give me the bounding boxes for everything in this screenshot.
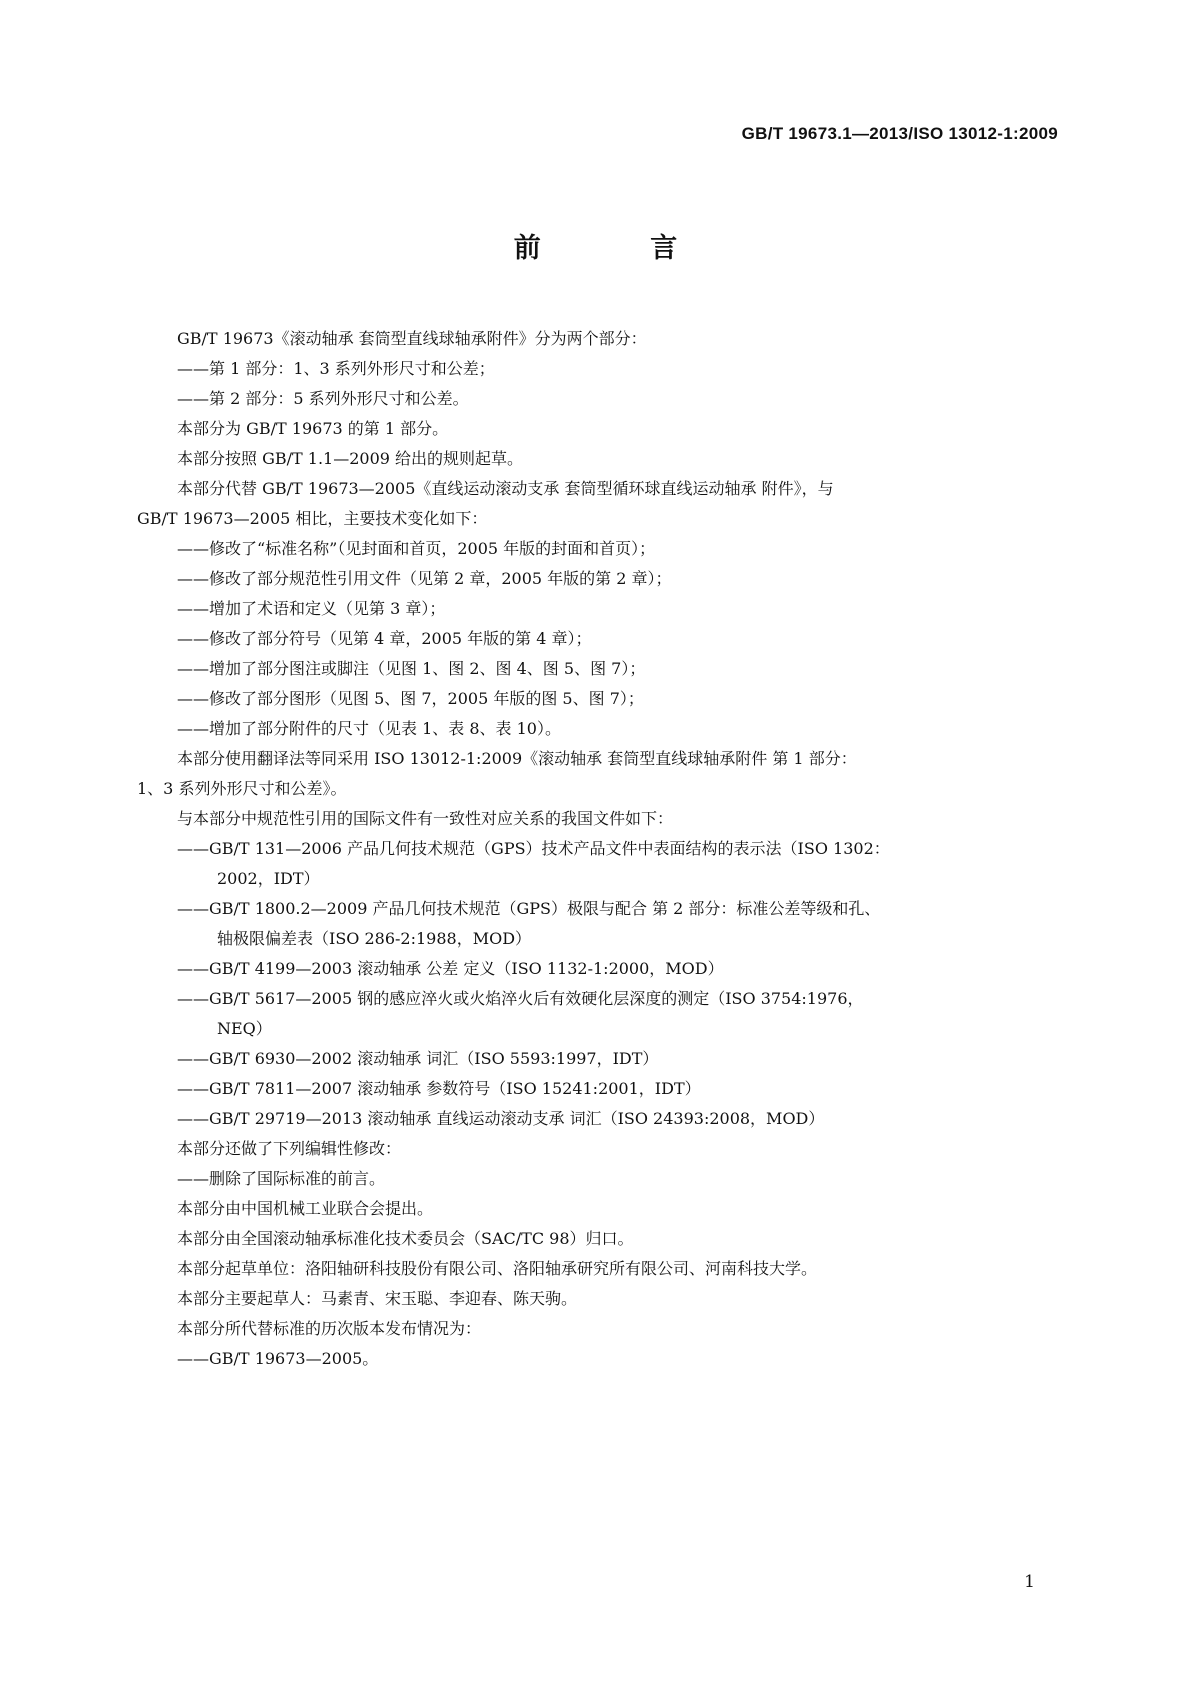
- text-line: ——GB/T 131—2006 产品几何技术规范（GPS）技术产品文件中表面结构的表示法（ISO 1302：: [177, 839, 890, 858]
- text-line: 与本部分中规范性引用的国际文件有一致性对应关系的我国文件如下：: [177, 809, 674, 828]
- text-line: ——GB/T 19673—2005。: [177, 1349, 379, 1368]
- text-line: 轴极限偏差表（ISO 286-2:1988，MOD）: [217, 929, 532, 948]
- text-line: GB/T 19673—2005 相比，主要技术变化如下：: [137, 509, 488, 528]
- page-number: 1: [1024, 1572, 1035, 1592]
- text-line: 本部分起草单位：洛阳轴研科技股份有限公司、洛阳轴承研究所有限公司、河南科技大学。: [177, 1259, 818, 1278]
- text-line: ——GB/T 5617—2005 钢的感应淬火或火焰淬火后有效硬化层深度的测定（ISO 3754:1976，: [177, 989, 864, 1008]
- text-line: 本部分还做了下列编辑性修改：: [177, 1139, 402, 1158]
- text-line: ——删除了国际标准的前言。: [177, 1169, 386, 1188]
- text-line: 本部分主要起草人：马素青、宋玉聪、李迎春、陈天驹。: [177, 1289, 578, 1308]
- text-line: 本部分由全国滚动轴承标准化技术委员会（SAC/TC 98）归口。: [177, 1229, 634, 1248]
- page-title: 前 言: [513, 233, 728, 264]
- text-line: ——第 2 部分：5 系列外形尺寸和公差。: [177, 389, 469, 408]
- text-line: ——修改了部分图形（见图 5、图 7，2005 年版的图 5、图 7）；: [177, 689, 644, 708]
- text-line: ——GB/T 7811—2007 滚动轴承 参数符号（ISO 15241:2001，IDT）: [177, 1079, 701, 1098]
- text-line: NEQ）: [217, 1019, 272, 1038]
- text-line: GB/T 19673《滚动轴承 套筒型直线球轴承附件》分为两个部分：: [177, 329, 647, 348]
- text-line: 本部分所代替标准的历次版本发布情况为：: [177, 1319, 482, 1338]
- text-line: ——GB/T 4199—2003 滚动轴承 公差 定义（ISO 1132-1:2000，MOD）: [177, 959, 724, 978]
- text-line: ——修改了“标准名称”（见封面和首页，2005 年版的封面和首页）；: [177, 539, 656, 558]
- document-header: GB/T 19673.1—2013/ISO 13012-1:2009: [741, 124, 1058, 143]
- text-line: 本部分按照 GB/T 1.1—2009 给出的规则起草。: [177, 449, 524, 468]
- text-line: ——增加了部分附件的尺寸（见表 1、表 8、表 10）。: [177, 719, 561, 738]
- text-line: 本部分由中国机械工业联合会提出。: [177, 1199, 434, 1218]
- text-line: ——第 1 部分：1、3 系列外形尺寸和公差；: [177, 359, 495, 378]
- text-line: ——修改了部分符号（见第 4 章，2005 年版的第 4 章）；: [177, 629, 592, 648]
- text-line: ——GB/T 1800.2—2009 产品几何技术规范（GPS）极限与配合 第 2 部分：标准公差等级和孔、: [177, 899, 881, 918]
- text-line: ——增加了部分图注或脚注（见图 1、图 2、图 4、图 5、图 7）；: [177, 659, 646, 678]
- text-line: ——GB/T 6930—2002 滚动轴承 词汇（ISO 5593:1997，IDT）: [177, 1049, 659, 1068]
- text-line: 本部分使用翻译法等同采用 ISO 13012-1:2009《滚动轴承 套筒型直线球轴承附件 第 1 部分：: [177, 749, 857, 768]
- text-line: 本部分为 GB/T 19673 的第 1 部分。: [177, 419, 449, 438]
- text-line: 1、3 系列外形尺寸和公差》。: [137, 779, 347, 798]
- text-line: ——修改了部分规范性引用文件（见第 2 章，2005 年版的第 2 章）；: [177, 569, 672, 588]
- foreword-body: [137, 324, 1059, 1374]
- text-line: 本部分代替 GB/T 19673—2005《直线运动滚动支承 套筒型循环球直线运动轴承 附件》，与: [177, 479, 834, 498]
- text-line: ——GB/T 29719—2013 滚动轴承 直线运动滚动支承 词汇（ISO 24393:2008，MOD）: [177, 1109, 825, 1128]
- text-line: ——增加了术语和定义（见第 3 章）；: [177, 599, 446, 618]
- text-line: 2002，IDT）: [217, 869, 320, 888]
